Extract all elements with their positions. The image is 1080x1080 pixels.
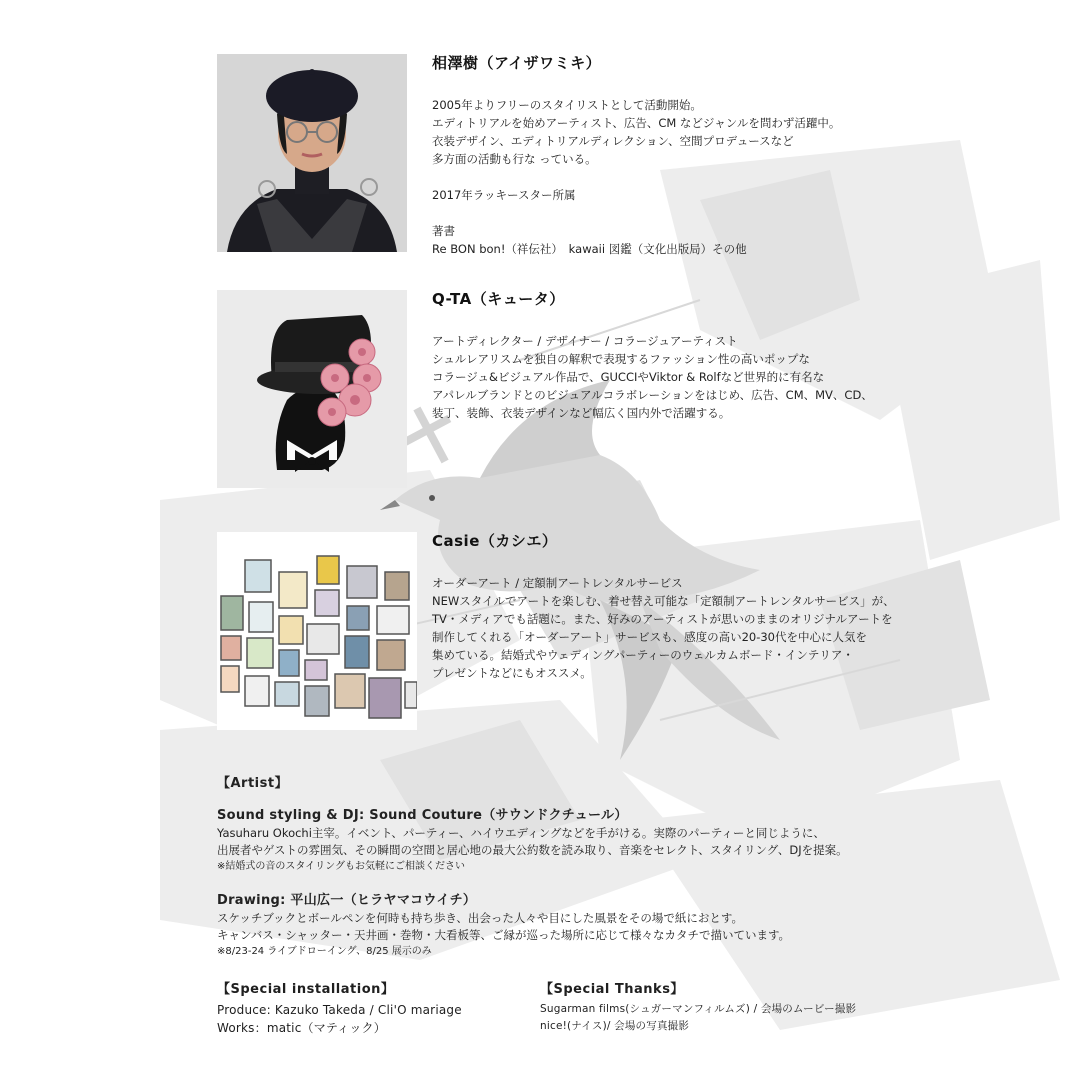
special-installation	[217, 978, 527, 1037]
artist-note: ※8/23-24 ライブドローイング、8/25 展示のみ	[217, 946, 432, 957]
desc-line: 集めている。結婚式やウェディングパーティーのウェルカムボード・インテリア・	[432, 648, 854, 662]
artist-role: Drawing: 平山広一（ヒラヤマコウイチ）	[217, 893, 477, 908]
artist-section	[217, 772, 897, 959]
desc-line: アートディレクター / デザイナー / コラージュアーティスト	[432, 334, 738, 348]
artist-role: Sound styling & DJ: Sound Couture（サウンドクチュール）	[217, 808, 628, 823]
special-thanks-line: Sugarman films(シュガーマンフィルムズ) / 会場のムービー撮影	[540, 1003, 857, 1015]
artist-entry-sound	[217, 807, 897, 874]
framed-art-wall-illustration	[217, 532, 417, 730]
desc-line: アパレルブランドとのビジュアルコラボレーションをはじめ、広告、CM、MV、CD、	[432, 388, 873, 402]
artist-entry-drawing	[217, 892, 897, 959]
desc-line: プレゼントなどにもオススメ。	[432, 666, 592, 680]
special-installation-line: Produce: Kazuko Takeda / Cli'O mariage	[217, 1003, 462, 1017]
profile-name: Q-TA（キュータ）	[432, 290, 565, 308]
special-thanks-heading: 【Special Thanks】	[540, 982, 684, 997]
profile-name: 相澤樹（アイザワミキ）	[432, 54, 602, 72]
artist-desc-line: Yasuharu Okochi主宰。イベント、パーティー、ハイウエディングなどを手がける。実際のパーティーと同じように、	[217, 826, 825, 840]
portrait-photo	[217, 54, 407, 252]
artist-desc-line: 出展者やゲストの雰囲気、その瞬間の空間と居心地の最大公約数を読み取り、音楽をセレクト、スタイリング、DJを提案。	[217, 843, 848, 857]
desc-line: 2005年よりフリーのスタイリストとして活動開始。	[432, 98, 702, 112]
profile-description	[432, 332, 902, 422]
portrait-illustration	[217, 54, 407, 252]
desc-line: シュルレアリスムを独自の解釈で表現するファッション性の高いポップな	[432, 352, 810, 366]
special-thanks	[540, 978, 900, 1035]
top-hat-collage-illustration	[217, 290, 407, 488]
desc-line: 2017年ラッキースター所属	[432, 188, 576, 202]
profile-name: Casie（カシエ）	[432, 532, 558, 550]
desc-line: 著書	[432, 224, 455, 238]
desc-line: コラージュ&ビジュアル作品で、GUCCIやViktor & Rolfなど世界的に有名な	[432, 370, 825, 384]
desc-line: 衣装デザイン、エディトリアルディレクション、空間プロデュースなど	[432, 134, 794, 148]
artist-note: ※結婚式の音のスタイリングもお気軽にご相談ください	[217, 861, 465, 872]
profile-description	[432, 574, 902, 682]
artist-heading: 【Artist】	[217, 776, 289, 791]
desc-line: オーダーアート / 定額制アートレンタルサービス	[432, 576, 683, 590]
special-installation-line: Works：matic（マティック）	[217, 1021, 386, 1035]
desc-line: NEWスタイルでアートを楽しむ、着せ替え可能な「定額制アートレンタルサービス」が、	[432, 594, 895, 608]
artist-desc-line: スケッチブックとボールペンを何時も持ち歩き、出会った人々や目にした風景をその場で紙におとす。	[217, 911, 744, 925]
artist-desc-line: キャンバス・シャッター・天井画・巻物・大看板等、ご縁が巡った場所に応じて様々なカタチで描いています。	[217, 928, 791, 942]
special-installation-heading: 【Special installation】	[217, 982, 395, 997]
collage-photo	[217, 290, 407, 488]
gallery-wall-photo	[217, 532, 417, 730]
desc-line: 多方面の活動も行な っている。	[432, 152, 597, 166]
desc-line: TV・メディアでも話題に。また、好みのアーティストが思いのままのオリジナルアートを	[432, 612, 893, 626]
special-thanks-line: nice!(ナイス)/ 会場の写真撮影	[540, 1020, 690, 1032]
desc-line: エディトリアルを始めアーティスト、広告、CM などジャンルを問わず活躍中。	[432, 116, 841, 130]
profile-description	[432, 96, 902, 258]
desc-line: Re BON bon!（祥伝社） kawaii 図鑑（文化出版局）その他	[432, 242, 747, 256]
desc-line: 制作してくれる「オーダーアート」サービスも、感度の高い20-30代を中心に人気を	[432, 630, 867, 644]
desc-line: 装丁、装飾、衣装デザインなど幅広く国内外で活躍する。	[432, 406, 731, 420]
